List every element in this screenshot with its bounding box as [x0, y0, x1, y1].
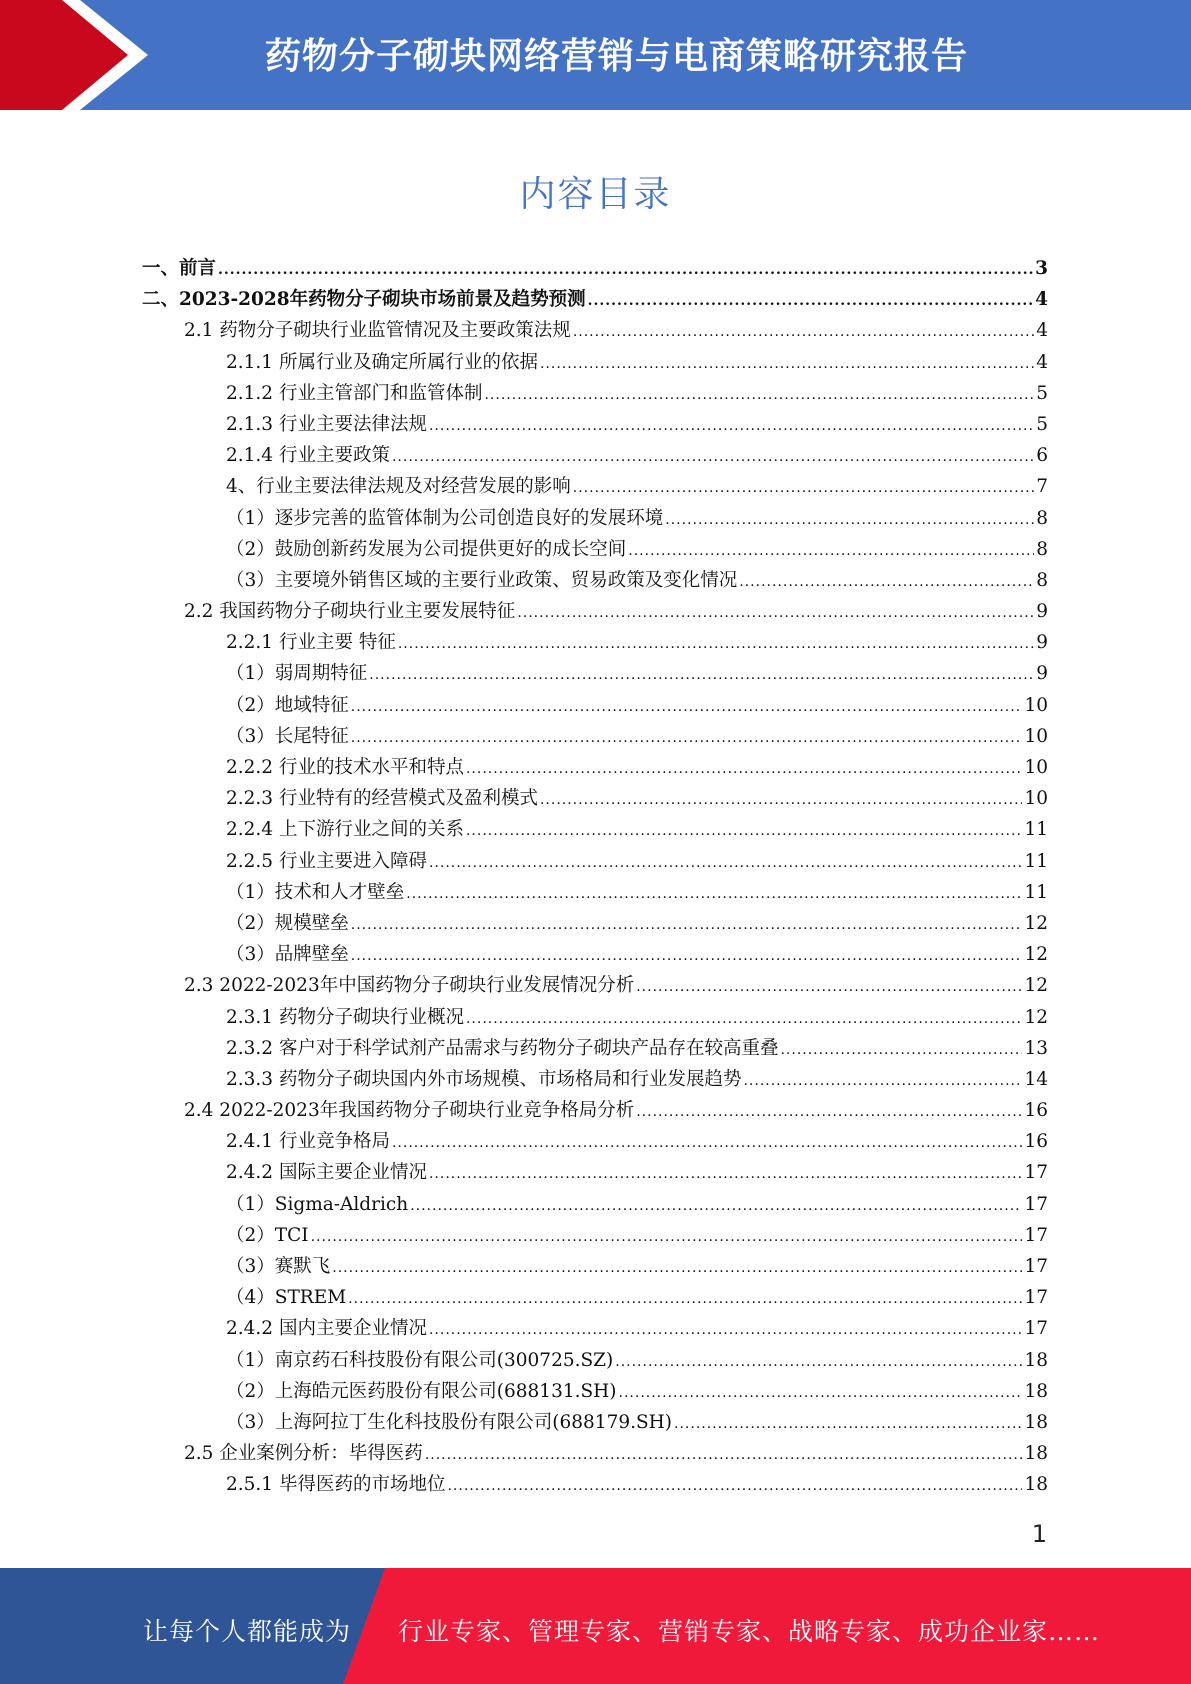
- toc-entry-label: 2.4.2 国内主要企业情况: [226, 1318, 427, 1340]
- toc-entry[interactable]: [142, 254, 1048, 285]
- toc-leader-dots: [484, 387, 1034, 403]
- toc-leader-dots: [429, 418, 1034, 434]
- toc-leader-dots: [780, 1042, 1022, 1058]
- toc-entry-label: 一、前言: [142, 258, 217, 279]
- toc-entry-label: （3）长尾特征: [226, 725, 349, 747]
- toc-entry-label: 2.5 企业案例分析：毕得医药: [184, 1443, 423, 1465]
- toc-entry[interactable]: [142, 316, 1048, 347]
- report-title: 药物分子砌块网络营销与电商策略研究报告: [265, 36, 969, 77]
- toc-leader-dots: [398, 636, 1034, 652]
- toc-entry[interactable]: [142, 535, 1048, 566]
- toc-entry[interactable]: [142, 878, 1048, 909]
- toc-leader-dots: [351, 699, 1023, 715]
- toc-entry[interactable]: [142, 659, 1048, 690]
- toc-leader-dots: [665, 512, 1034, 528]
- toc-leader-dots: [311, 1229, 1023, 1245]
- toc-leader-dots: [429, 1166, 1022, 1182]
- toc-entry-page: 17: [1024, 1287, 1048, 1309]
- toc-leader-dots: [351, 730, 1023, 746]
- toc-entry-page: 10: [1024, 788, 1048, 810]
- toc-leader-dots: [619, 1385, 1023, 1401]
- toc-entry-label: 2.1 药物分子砌块行业监管情况及主要政策法规: [184, 320, 571, 342]
- toc-entry-page: 3: [1035, 258, 1048, 279]
- toc-leader-dots: [351, 917, 1023, 933]
- toc-entry-page: 11: [1024, 850, 1048, 872]
- toc-entry-page: 10: [1024, 725, 1048, 747]
- toc-entry-label: 2.2 我国药物分子砌块行业主要发展特征: [184, 601, 516, 623]
- toc-leader-dots: [351, 948, 1023, 964]
- toc-entry-page: 17: [1024, 1193, 1048, 1215]
- toc-entry-label: 2.2.3 行业特有的经营模式及盈利模式: [226, 788, 538, 810]
- toc-entry[interactable]: [142, 285, 1048, 316]
- toc-entry-page: 11: [1024, 881, 1048, 903]
- footer-slogan-left: 让每个人都能成为: [143, 1617, 352, 1646]
- toc-leader-dots: [410, 1198, 1022, 1214]
- toc-entry-label: 2.1.3 行业主要法律法规: [226, 413, 427, 435]
- toc-entry-label: （4）STREM: [226, 1287, 347, 1309]
- toc-entry[interactable]: [142, 1096, 1048, 1127]
- toc-entry-label: （3）品牌壁垒: [226, 944, 349, 966]
- toc-leader-dots: [615, 1354, 1022, 1370]
- toc-entry-label: 2.2.5 行业主要进入障碍: [226, 850, 427, 872]
- toc-entry-label: 2.1.2 行业主管部门和监管体制: [226, 382, 483, 404]
- toc-entry-page: 18: [1024, 1411, 1048, 1433]
- toc-entry-label: 2.5.1 毕得医药的市场地位: [226, 1474, 446, 1496]
- toc-entry-label: （2）规模壁垒: [226, 912, 349, 934]
- toc-entry[interactable]: [142, 722, 1048, 753]
- toc-entry-label: 二、2023-2028年药物分子砌块市场前景及趋势预测: [142, 289, 586, 311]
- toc-entry[interactable]: [142, 1408, 1048, 1439]
- toc-heading: 内容目录: [519, 174, 672, 215]
- toc-entry-label: 2.1.4 行业主要政策: [226, 445, 390, 467]
- toc-entry-page: 11: [1024, 819, 1048, 841]
- toc-entry-label: （3）赛默飞: [226, 1256, 331, 1277]
- toc-entry-page: 16: [1024, 1131, 1048, 1153]
- toc-entry-label: （1）南京药石科技股份有限公司(300725.SZ): [226, 1349, 614, 1371]
- toc-leader-dots: [369, 667, 1034, 683]
- toc-entry-page: 14: [1024, 1068, 1048, 1090]
- toc-entry[interactable]: [142, 410, 1048, 441]
- toc-entry[interactable]: [142, 784, 1048, 815]
- toc-entry[interactable]: [142, 1003, 1048, 1034]
- toc-entry-page: 4: [1036, 320, 1048, 342]
- toc-entry-label: 2.4.1 行业竞争格局: [226, 1131, 390, 1153]
- toc-entry[interactable]: [142, 1439, 1048, 1470]
- toc-entry-label: （3）上海阿拉丁生化科技股份有限公司(688179.SH): [226, 1411, 673, 1433]
- toc-entry[interactable]: [142, 566, 1048, 597]
- toc-entry[interactable]: [142, 1252, 1048, 1283]
- toc-entry-page: 12: [1024, 1006, 1048, 1028]
- toc-entry-page: 4: [1035, 289, 1048, 311]
- toc-entry[interactable]: [142, 1470, 1048, 1501]
- toc-leader-dots: [517, 605, 1034, 621]
- toc-leader-dots: [588, 293, 1033, 309]
- toc-entry[interactable]: [142, 815, 1048, 846]
- toc-leader-dots: [425, 1447, 1023, 1463]
- toc-entry[interactable]: [142, 1314, 1048, 1345]
- toc-entry-label: 2.2.1 行业主要 特征: [226, 632, 396, 654]
- toc-entry[interactable]: [142, 909, 1048, 940]
- toc-entry-label: （1）弱周期特征: [226, 663, 368, 685]
- toc-entry-page: 12: [1024, 944, 1048, 966]
- toc-entry-page: 9: [1036, 632, 1048, 654]
- page-number: 1: [1031, 1520, 1047, 1548]
- toc-entry-page: 8: [1036, 507, 1048, 529]
- toc-entry-page: 18: [1024, 1443, 1048, 1465]
- toc-entry[interactable]: [142, 628, 1048, 659]
- toc-entry-page: 18: [1024, 1474, 1048, 1496]
- toc-entry-page: 17: [1024, 1318, 1048, 1340]
- toc-entry[interactable]: [142, 472, 1048, 503]
- toc-entry-label: 2.2.4 上下游行业之间的关系: [226, 819, 464, 841]
- toc-leader-dots: [406, 886, 1022, 902]
- toc-entry-page: 10: [1024, 757, 1048, 778]
- toc-leader-dots: [429, 1322, 1022, 1338]
- toc-entry-page: 17: [1024, 1256, 1048, 1277]
- page-header: [0, 0, 1191, 110]
- toc-entry-page: 9: [1036, 663, 1048, 685]
- toc-entry[interactable]: [142, 691, 1048, 722]
- toc-entry-label: 2.4.2 国际主要企业情况: [226, 1162, 427, 1184]
- toc-entry[interactable]: [142, 1034, 1048, 1065]
- toc-leader-dots: [466, 823, 1022, 839]
- toc-entry-page: 7: [1036, 476, 1048, 498]
- toc-entry[interactable]: [142, 379, 1048, 410]
- toc-entry-page: 17: [1024, 1224, 1048, 1246]
- toc-entry-page: 6: [1036, 445, 1048, 467]
- toc-entry-label: （3）主要境外销售区域的主要行业政策、贸易政策及变化情况: [226, 569, 738, 591]
- toc-entry-label: （2）鼓励创新药发展为公司提供更好的成长空间: [226, 538, 627, 560]
- toc-entry-label: （1）技术和人才壁垒: [226, 881, 405, 903]
- toc-entry-label: （1）逐步完善的监管体制为公司创造良好的发展环境: [226, 507, 664, 529]
- toc-entry-label: 2.3.3 药物分子砌块国内外市场规模、市场格局和行业发展趋势: [226, 1068, 742, 1090]
- toc-entry[interactable]: [142, 597, 1048, 628]
- toc-entry-page: 18: [1024, 1349, 1048, 1371]
- toc-entry-page: 10: [1024, 694, 1048, 716]
- toc-entry-label: 2.3.1 药物分子砌块行业概况: [226, 1006, 464, 1028]
- toc-leader-dots: [739, 574, 1034, 590]
- toc-entry-page: 18: [1024, 1380, 1048, 1402]
- toc-entry-page: 8: [1036, 538, 1048, 560]
- toc-leader-dots: [573, 480, 1034, 496]
- toc-entry[interactable]: [142, 504, 1048, 535]
- toc-entry[interactable]: [142, 753, 1048, 784]
- toc-entry-page: 13: [1024, 1037, 1048, 1059]
- toc-entry-label: 2.4 2022-2023年我国药物分子砌块行业竞争格局分析: [184, 1100, 635, 1122]
- toc-entry[interactable]: [142, 1346, 1048, 1377]
- toc-entry-page: 12: [1024, 975, 1048, 997]
- toc-leader-dots: [636, 979, 1022, 995]
- toc-entry-label: 4、行业主要法律法规及对经营发展的影响: [226, 476, 571, 498]
- toc-entry-label: 2.2.2 行业的技术水平和特点: [226, 757, 464, 778]
- toc-entry[interactable]: [142, 847, 1048, 878]
- toc-leader-dots: [540, 356, 1034, 372]
- toc-leader-dots: [674, 1416, 1022, 1432]
- toc-entry-label: 2.3.2 客户对于科学试剂产品需求与药物分子砌块产品存在较高重叠: [226, 1037, 779, 1059]
- toc-leader-dots: [332, 1260, 1022, 1276]
- toc-entry[interactable]: [142, 1127, 1048, 1158]
- toc-entry[interactable]: [142, 1065, 1048, 1096]
- footer-slogan-right: 行业专家、管理专家、营销专家、战略专家、成功企业家……: [398, 1617, 1101, 1646]
- toc-entry-page: 5: [1036, 382, 1048, 404]
- toc-entry[interactable]: [142, 1158, 1048, 1189]
- toc-entry[interactable]: [142, 1190, 1048, 1221]
- toc-leader-dots: [466, 1011, 1022, 1027]
- toc-entry[interactable]: [142, 1221, 1048, 1252]
- toc-leader-dots: [628, 543, 1034, 559]
- toc-leader-dots: [392, 449, 1034, 465]
- toc-leader-dots: [466, 761, 1022, 777]
- toc-leader-dots: [447, 1478, 1022, 1494]
- toc-entry-page: 12: [1024, 912, 1048, 934]
- toc-entry-label: （2）上海皓元医药股份有限公司(688131.SH): [226, 1380, 617, 1402]
- toc-entry-page: 9: [1036, 601, 1048, 623]
- toc-leader-dots: [540, 792, 1022, 808]
- toc-entry-label: 2.1.1 所属行业及确定所属行业的依据: [226, 351, 538, 373]
- toc-entry-label: （2）TCI: [226, 1224, 309, 1246]
- toc-leader-dots: [348, 1291, 1022, 1307]
- toc-entry[interactable]: [142, 971, 1048, 1002]
- toc-entry-page: 17: [1024, 1162, 1048, 1184]
- toc-leader-dots: [429, 855, 1022, 871]
- toc-entry-label: （1）Sigma-Aldrich: [226, 1193, 409, 1215]
- toc-entry-page: 16: [1024, 1100, 1048, 1122]
- toc-entry[interactable]: [142, 1377, 1048, 1408]
- toc-entry-label: （2）地域特征: [226, 694, 349, 716]
- page-footer: [0, 1568, 1191, 1684]
- toc-leader-dots: [636, 1104, 1022, 1120]
- toc-leader-dots: [573, 324, 1034, 340]
- toc-entry-page: 4: [1036, 351, 1048, 373]
- toc-leader-dots: [218, 262, 1033, 278]
- toc-entry[interactable]: [142, 348, 1048, 379]
- toc-entry[interactable]: [142, 1283, 1048, 1314]
- toc-entry-label: 2.3 2022-2023年中国药物分子砌块行业发展情况分析: [184, 975, 635, 997]
- toc-entry[interactable]: [142, 940, 1048, 971]
- toc-leader-dots: [743, 1073, 1022, 1089]
- toc-entry-page: 8: [1036, 569, 1048, 591]
- toc-entry-page: 5: [1036, 413, 1048, 435]
- toc-entry[interactable]: [142, 441, 1048, 472]
- table-of-contents: [142, 254, 1048, 1502]
- toc-leader-dots: [392, 1135, 1022, 1151]
